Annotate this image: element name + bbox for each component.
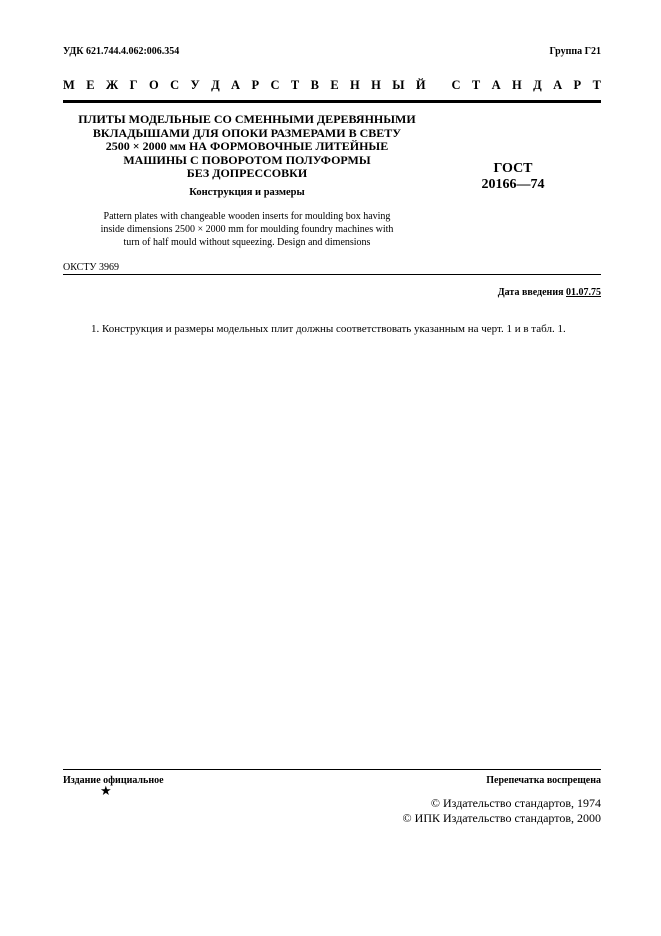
copyright-block bbox=[403, 796, 601, 826]
header-divider bbox=[63, 100, 601, 103]
title-line: ВКЛАДЫШАМИ ДЛЯ ОПОКИ РАЗМЕРАМИ В СВЕТУ bbox=[92, 125, 402, 140]
english-title-line: Pattern plates with changeable wooden inserts for moulding box having bbox=[103, 211, 391, 222]
heading-letter: Т bbox=[592, 78, 601, 92]
heading-letter: Т bbox=[471, 78, 481, 92]
udk-code: УДК 621.744.4.062:006.354 bbox=[63, 46, 180, 57]
heading-letter: Д bbox=[211, 78, 220, 92]
heading-letter: Г bbox=[129, 78, 138, 92]
heading-letter: М bbox=[63, 78, 75, 92]
heading-letter: Н bbox=[512, 78, 522, 92]
heading-letter: С bbox=[451, 78, 461, 92]
copyright-line: © Издательство стандартов, 1974 bbox=[430, 796, 601, 810]
title-line: ПЛИТЫ МОДЕЛЬНЫЕ СО СМЕННЫМИ ДЕРЕВЯННЫМИ bbox=[78, 112, 416, 126]
gost-label: ГОСТ bbox=[493, 161, 533, 176]
oksty-divider bbox=[63, 274, 601, 275]
heading-letter: Р bbox=[251, 78, 260, 92]
copyright-line: © ИПК Издательство стандартов, 2000 bbox=[402, 811, 601, 825]
interstate-standard-heading bbox=[63, 78, 601, 93]
heading-gap bbox=[437, 78, 440, 93]
heading-letter: Ы bbox=[392, 78, 405, 92]
heading-letter: Т bbox=[290, 78, 300, 92]
group-code: Группа Г21 bbox=[549, 46, 601, 57]
intro-date-label: Дата введения bbox=[497, 287, 564, 298]
heading-letter: Н bbox=[371, 78, 381, 92]
heading-letter: Д bbox=[533, 78, 542, 92]
document-subtitle: Конструкция и размеры bbox=[189, 187, 305, 198]
intro-date-value: 01.07.75 bbox=[566, 287, 601, 298]
heading-letter: А bbox=[491, 78, 501, 92]
heading-letter: Ж bbox=[105, 78, 119, 92]
intro-date bbox=[498, 287, 601, 298]
english-title bbox=[63, 210, 431, 249]
heading-letter: Е bbox=[330, 78, 339, 92]
heading-letter: У bbox=[190, 78, 200, 92]
heading-letter: А bbox=[231, 78, 241, 92]
heading-letter: В bbox=[310, 78, 319, 92]
body-paragraph: 1. Конструкция и размеры модельных плит должны соответствовать указанным на черт. 1 и в табл. 1. bbox=[91, 323, 566, 335]
heading-letter: А bbox=[553, 78, 563, 92]
title-line: 2500 × 2000 мм НА ФОРМОВОЧНЫЕ ЛИТЕЙНЫЕ bbox=[105, 139, 389, 153]
gost-number bbox=[458, 161, 568, 193]
heading-letter: С bbox=[170, 78, 180, 92]
reprint-prohibited: Перепечатка воспрещена bbox=[486, 775, 601, 786]
heading-letter: Р bbox=[573, 78, 582, 92]
official-edition: Издание официальное bbox=[63, 775, 164, 786]
gost-code: 20166—74 bbox=[481, 177, 545, 192]
heading-letter: О bbox=[148, 78, 159, 92]
heading-letter: Й bbox=[415, 78, 426, 92]
footer-divider bbox=[63, 769, 601, 770]
heading-letter: Н bbox=[350, 78, 360, 92]
heading-letter: С bbox=[270, 78, 280, 92]
star-icon: ★ bbox=[100, 783, 112, 798]
title-line: БЕЗ ДОПРЕССОВКИ bbox=[186, 166, 308, 180]
title-line: МАШИНЫ С ПОВОРОТОМ ПОЛУФОРМЫ bbox=[123, 152, 371, 167]
oksty-code: ОКСТУ 3969 bbox=[63, 262, 120, 273]
heading-letter: Е bbox=[86, 78, 95, 92]
document-title bbox=[63, 113, 431, 181]
english-title-line: turn of half mould without squeezing. Design and dimensions bbox=[123, 237, 371, 248]
english-title-line: inside dimensions 2500 × 2000 mm for moulding foundry machines with bbox=[100, 224, 394, 235]
